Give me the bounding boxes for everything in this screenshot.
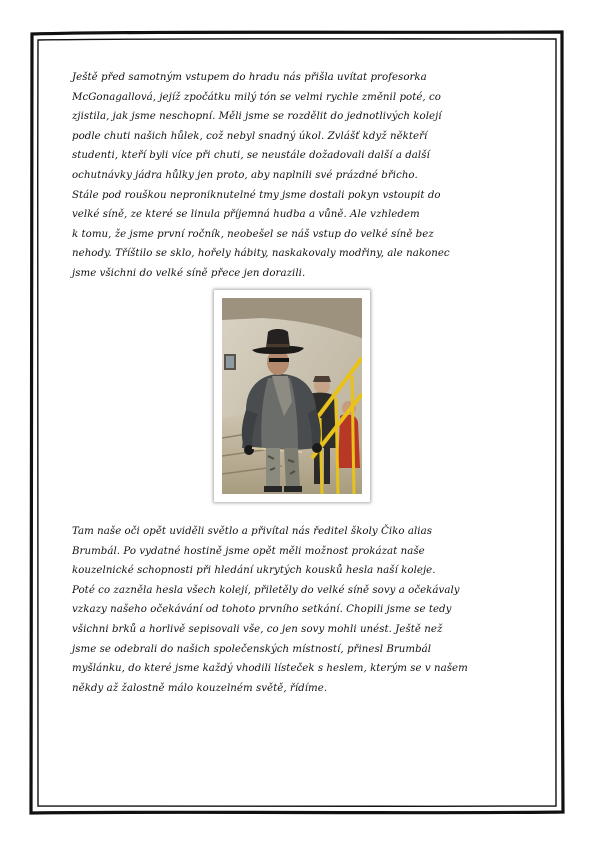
text-line: někdy až žalostně málo kouzelném světě, řídíme.	[72, 682, 328, 694]
text-line: Ještě před samotným vstupem do hradu nás přišla uvítat profesorka	[72, 72, 427, 83]
text-line: jsme se odebrali do našich společenských místností, přinesl Brumbál	[72, 643, 432, 655]
text-line: velké síně, ze které se linula příjemná hudba a vůně. Ale vzhledem	[72, 209, 420, 221]
text-line: Stále pod rouškou neproniknutelné tmy jsme dostali pokyn vstoupit do	[72, 189, 441, 201]
text-line: vzkazy našeho očekávání od tohoto prvního setkání. Chopili jsme se tedy	[72, 604, 452, 616]
photo-frame	[214, 290, 370, 502]
intro-paragraph	[72, 68, 530, 284]
text-line: ochutnávky jádra hůlky jen proto, aby naplnili své prázdné břicho.	[72, 169, 418, 181]
text-line: zjistila, jak jsme neschopní. Měli jsme se rozdělit do jednotlivých kolejí	[72, 111, 442, 123]
text-line: Brumbál. Po vydatné hostině jsme opět měli možnost prokázat naše	[72, 545, 425, 557]
text-line: kouzelnické schopnosti při hledání ukrytých kousků hesla naší koleje.	[72, 565, 436, 577]
text-line: Poté co zazněla hesla všech kolejí, přiletěly do velké síně sovy a očekávaly	[72, 584, 460, 596]
text-line: nehody. Tříštilo se sklo, hořely hábity, naskakovaly modřiny, ale nakonec	[72, 248, 450, 260]
text-line: jsme všichni do velké síně přece jen dorazili.	[72, 267, 306, 279]
text-line: podle chuti našich hůlek, což nebyl snadný úkol. Zvlášť když někteří	[72, 130, 428, 142]
closing-paragraph	[72, 522, 530, 698]
text-line: studenti, kteří byli více při chuti, se neustále dožadovali další a další	[72, 150, 430, 162]
wizard-photo	[222, 298, 362, 494]
text-line: k tomu, že jsme první ročník, neobešel se náš vstup do velké síně bez	[72, 228, 434, 240]
text-line: myšlánku, do které jsme každý vhodili lísteček s heslem, kterým se v našem	[72, 663, 468, 675]
text-line: Tam naše oči opět uviděli světlo a přivítal nás ředitel školy Čiko alias	[72, 526, 432, 537]
text-line: McGonagallová, jejíž zpočátku milý tón se velmi rychle změnil poté, co	[72, 91, 441, 103]
text-line: všichni brků a horlivě sepisovali vše, co jen sovy mohli unést. Ještě než	[72, 623, 443, 635]
